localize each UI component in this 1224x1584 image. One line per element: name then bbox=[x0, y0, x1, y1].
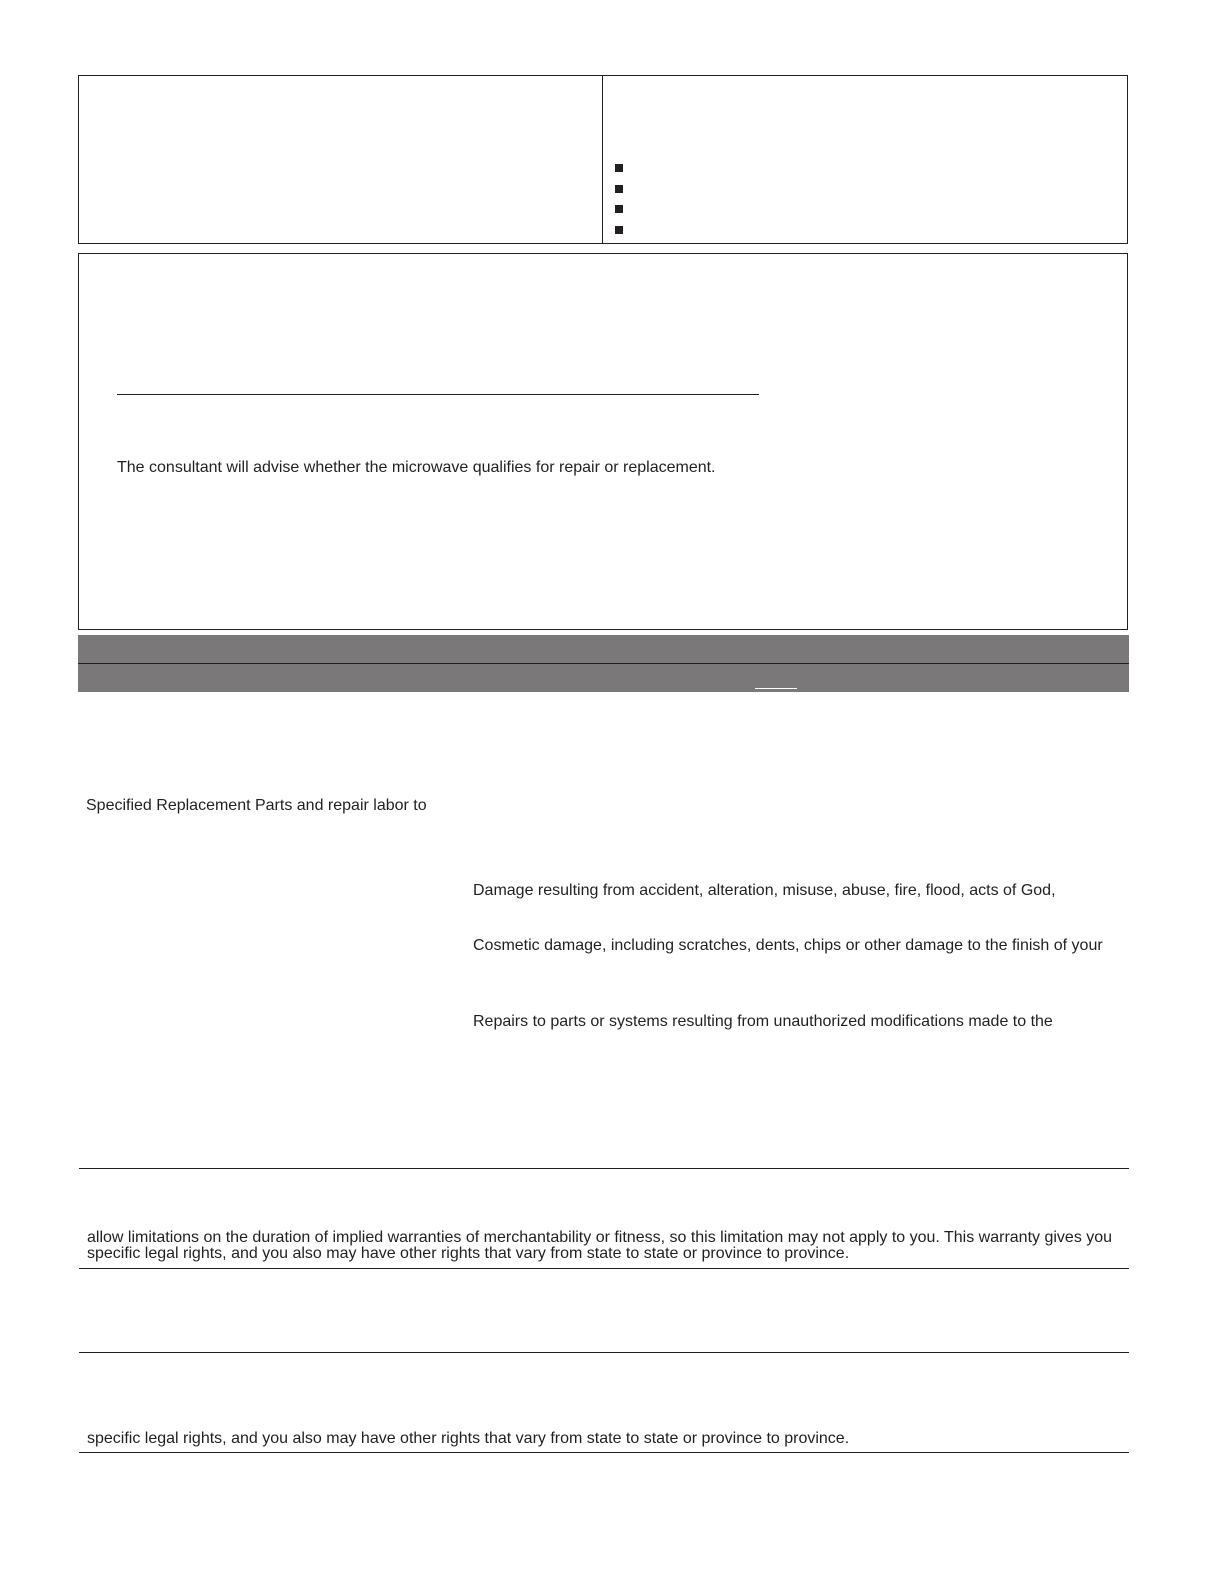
section-rule bbox=[79, 1168, 1129, 1169]
info-box-top bbox=[78, 75, 1128, 244]
service-box-rule bbox=[117, 394, 759, 395]
section-rule bbox=[79, 1452, 1129, 1453]
info-box-divider bbox=[602, 75, 603, 244]
consultant-note: The consultant will advise whether the microwave qualifies for repair or replacement. bbox=[117, 459, 716, 476]
implied-warranty-text-1: allow limitations on the duration of implied warranties of merchantability or fitness, so this limitation may not apply to you. This warranty gives you bbox=[87, 1229, 1113, 1246]
coverage-text: Specified Replacement Parts and repair labor to bbox=[86, 797, 427, 814]
bullet-4 bbox=[615, 226, 623, 234]
warranty-header-band-1 bbox=[78, 635, 1129, 663]
bullet-3 bbox=[615, 205, 623, 213]
section-rule bbox=[79, 1352, 1129, 1353]
warranty-header-band-2 bbox=[78, 664, 1129, 692]
section-rule bbox=[79, 1268, 1129, 1269]
warranty-header-underline bbox=[755, 688, 797, 689]
exclusion-item: Repairs to parts or systems resulting from unauthorized modifications made to the bbox=[473, 1013, 1053, 1030]
exclusion-item: Cosmetic damage, including scratches, dents, chips or other damage to the finish of your bbox=[473, 937, 1103, 954]
legal-rights-text: specific legal rights, and you also may have other rights that vary from state to state or province to province. bbox=[87, 1430, 850, 1447]
bullet-1 bbox=[615, 164, 623, 172]
implied-warranty-text-2: specific legal rights, and you also may have other rights that vary from state to state or province to province. bbox=[87, 1245, 850, 1262]
exclusion-item: Damage resulting from accident, alteration, misuse, abuse, fire, flood, acts of God, bbox=[473, 882, 1056, 899]
bullet-2 bbox=[615, 185, 623, 193]
service-box bbox=[78, 253, 1128, 630]
